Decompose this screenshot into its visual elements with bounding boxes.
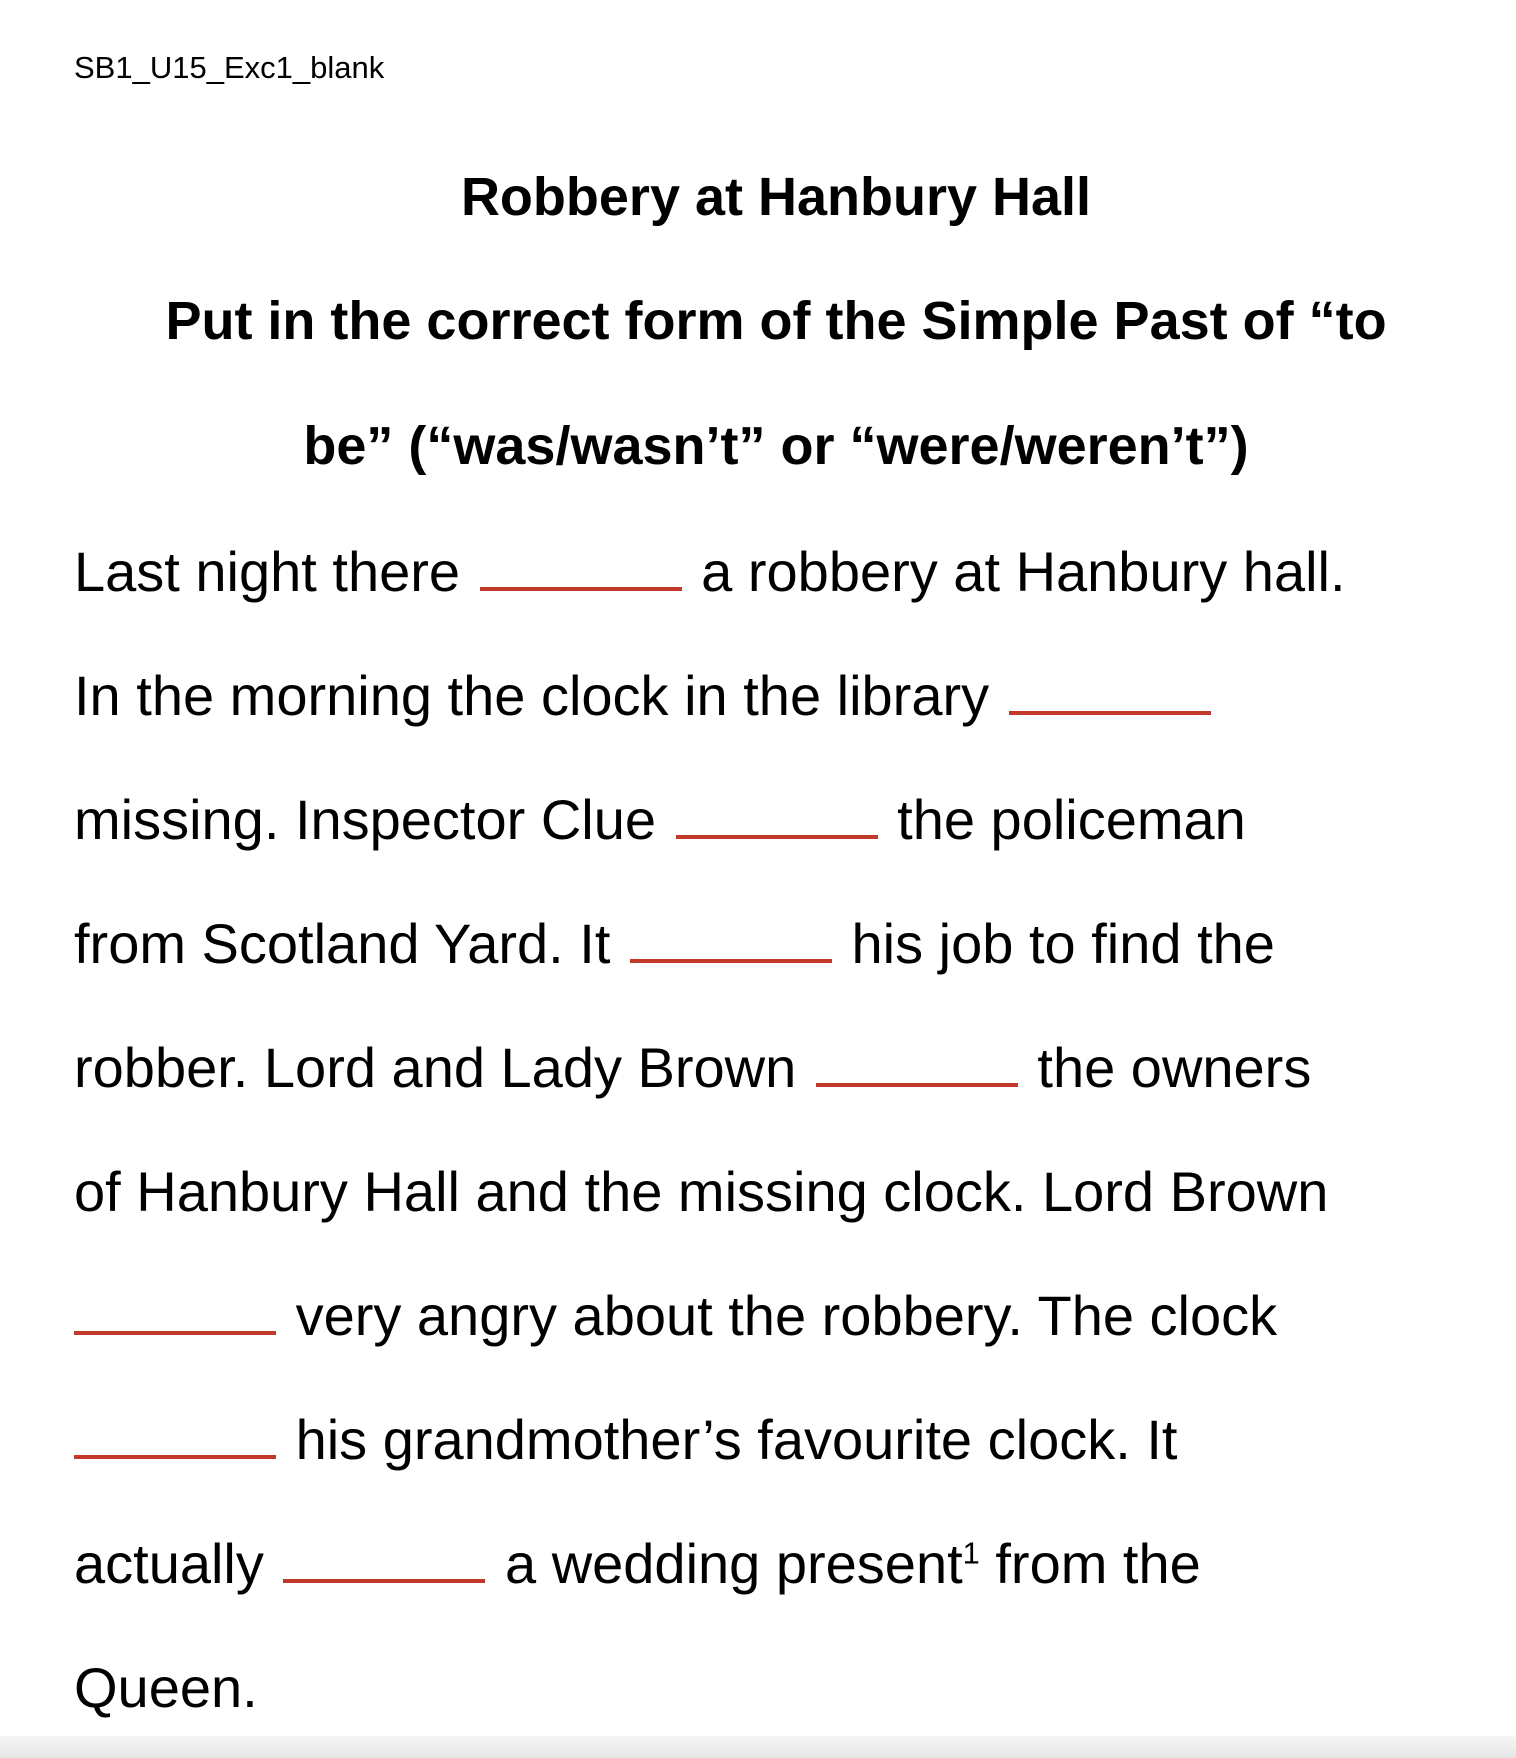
- text-line-4: [74, 912, 1275, 976]
- text-segment: Queen.: [74, 1656, 258, 1719]
- text-line-2: [74, 664, 1215, 728]
- text-segment: Last night there: [74, 540, 461, 603]
- text-segment: from Scotland Yard. It: [74, 912, 611, 975]
- text-line-6: [74, 1160, 1328, 1224]
- document-label: SB1_U15_Exc1_blank: [74, 50, 385, 85]
- answer-blank-2[interactable]: [1009, 667, 1211, 715]
- text-segment: robber. Lord and Lady Brown: [74, 1036, 797, 1099]
- instruction-line-1: Put in the correct form of the Simple Past of “to: [165, 291, 1387, 351]
- text-line-1: [74, 540, 1346, 604]
- text-segment: his job to find the: [851, 912, 1275, 975]
- text-line-7: [74, 1284, 1277, 1348]
- text-line-10: [74, 1656, 258, 1720]
- answer-blank-5[interactable]: [816, 1039, 1018, 1087]
- text-line-9: [74, 1532, 1201, 1596]
- text-segment: the owners: [1037, 1036, 1312, 1099]
- answer-blank-8[interactable]: [283, 1535, 485, 1583]
- answer-blank-3[interactable]: [676, 791, 878, 839]
- text-segment: the policeman: [897, 788, 1246, 851]
- text-line-5: [74, 1036, 1311, 1100]
- text-segment: missing. Inspector Clue: [74, 788, 657, 851]
- footnote-marker: 1: [962, 1535, 980, 1571]
- page-bottom-edge: [0, 1736, 1516, 1758]
- answer-blank-7[interactable]: [74, 1411, 276, 1459]
- text-segment: In the morning the clock in the library: [74, 664, 990, 727]
- page-title: Robbery at Hanbury Hall: [460, 167, 1092, 227]
- text-segment: a robbery at Hanbury hall.: [701, 540, 1346, 603]
- text-segment: very angry about the robbery. The clock: [295, 1284, 1278, 1347]
- answer-blank-4[interactable]: [630, 915, 832, 963]
- text-segment: from the: [995, 1532, 1201, 1595]
- text-segment: of Hanbury Hall and the missing clock. Lord Brown: [74, 1160, 1329, 1223]
- instruction-line-2: be” (“was/wasn’t” or “were/weren’t”): [303, 416, 1249, 476]
- text-segment: his grandmother’s favourite clock. It: [295, 1408, 1178, 1471]
- text-segment: a wedding present: [505, 1532, 963, 1595]
- text-line-3: [74, 788, 1246, 852]
- text-line-8: [74, 1408, 1177, 1472]
- text-segment: actually: [74, 1532, 264, 1595]
- answer-blank-1[interactable]: [480, 543, 682, 591]
- answer-blank-6[interactable]: [74, 1287, 276, 1335]
